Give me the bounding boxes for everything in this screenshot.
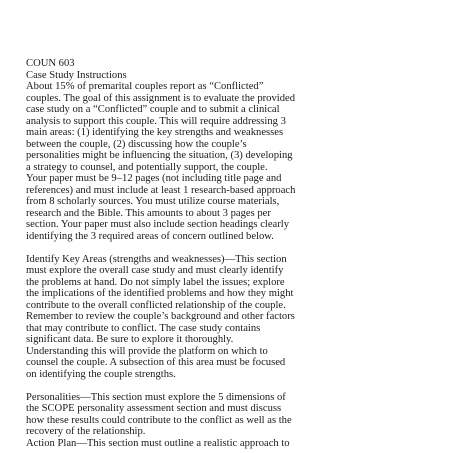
intro-paragraph bbox=[26, 81, 446, 242]
text-line: About 15% of premarital couples report as “Conflicted” bbox=[26, 81, 264, 92]
text-line: Remember to review the couple’s background and other factors bbox=[26, 311, 295, 322]
text-line: counsel the couple. A subsection of this area must be focused bbox=[26, 357, 286, 368]
text-line: recovery of the relationship. bbox=[26, 426, 146, 437]
text-line: significant data. Be sure to explore it thoroughly. bbox=[26, 334, 234, 345]
text-line: Understanding this will provide the platform on which to bbox=[26, 345, 268, 357]
text-line: section. Your paper must also include section headings clearly bbox=[26, 219, 290, 230]
text-line: analysis to support this couple. This will require addressing 3 bbox=[26, 115, 286, 127]
text-line: case study on a “Conflicted” couple and to submit a clinical bbox=[26, 104, 280, 115]
document-page bbox=[26, 58, 446, 449]
text-line: from 8 scholarly sources. You must utilize course materials, bbox=[26, 196, 280, 207]
document-title: Case Study Instructions bbox=[26, 69, 127, 81]
paragraph-gap bbox=[26, 380, 446, 392]
identify-key-areas-paragraph bbox=[26, 254, 446, 381]
course-code: COUN 603 bbox=[26, 58, 75, 69]
text-line: a strategy to counsel, and potentially support, the couple. bbox=[26, 161, 268, 173]
text-line: Personalities—This section must explore the 5 dimensions of bbox=[26, 391, 286, 403]
text-line: on identifying the couple strengths. bbox=[26, 368, 176, 380]
text-line: contribute to the overall conflicted relationship of the couple. bbox=[26, 299, 286, 311]
text-line: that may contribute to conflict. The case study contains bbox=[26, 322, 261, 334]
text-line: personalities might be influencing the situation, (3) developing bbox=[26, 150, 293, 161]
text-line: Identify Key Areas (strengths and weaknesses)—This section bbox=[26, 253, 287, 265]
text-line: the SCOPE personality assessment section and must discuss bbox=[26, 403, 282, 414]
text-line: references) and must include at least 1 research-based approach bbox=[26, 184, 296, 196]
text-line: the implications of the identified problems and how they might bbox=[26, 288, 294, 299]
text-line: how these results could contribute to the conflict as well as the bbox=[26, 414, 292, 426]
personalities-paragraph bbox=[26, 392, 446, 450]
paragraph-gap bbox=[26, 242, 446, 254]
text-line: must explore the overall case study and must clearly identify bbox=[26, 265, 284, 276]
text-line: the problems at hand. Do not simply label the issues; explore bbox=[26, 276, 285, 288]
text-line: Your paper must be 9–12 pages (not including title page and bbox=[26, 173, 282, 184]
text-line: couples. The goal of this assignment is to evaluate the provided bbox=[26, 92, 296, 104]
text-line: research and the Bible. This amounts to about 3 pages per bbox=[26, 207, 271, 219]
text-line: main areas: (1) identifying the key strengths and weaknesses bbox=[26, 127, 284, 138]
text-line: identifying the 3 required areas of concern outlined below. bbox=[26, 230, 274, 242]
text-line: Action Plan—This section must outline a realistic approach to bbox=[26, 437, 290, 449]
text-line: between the couple, (2) discussing how the couple’s bbox=[26, 138, 247, 150]
